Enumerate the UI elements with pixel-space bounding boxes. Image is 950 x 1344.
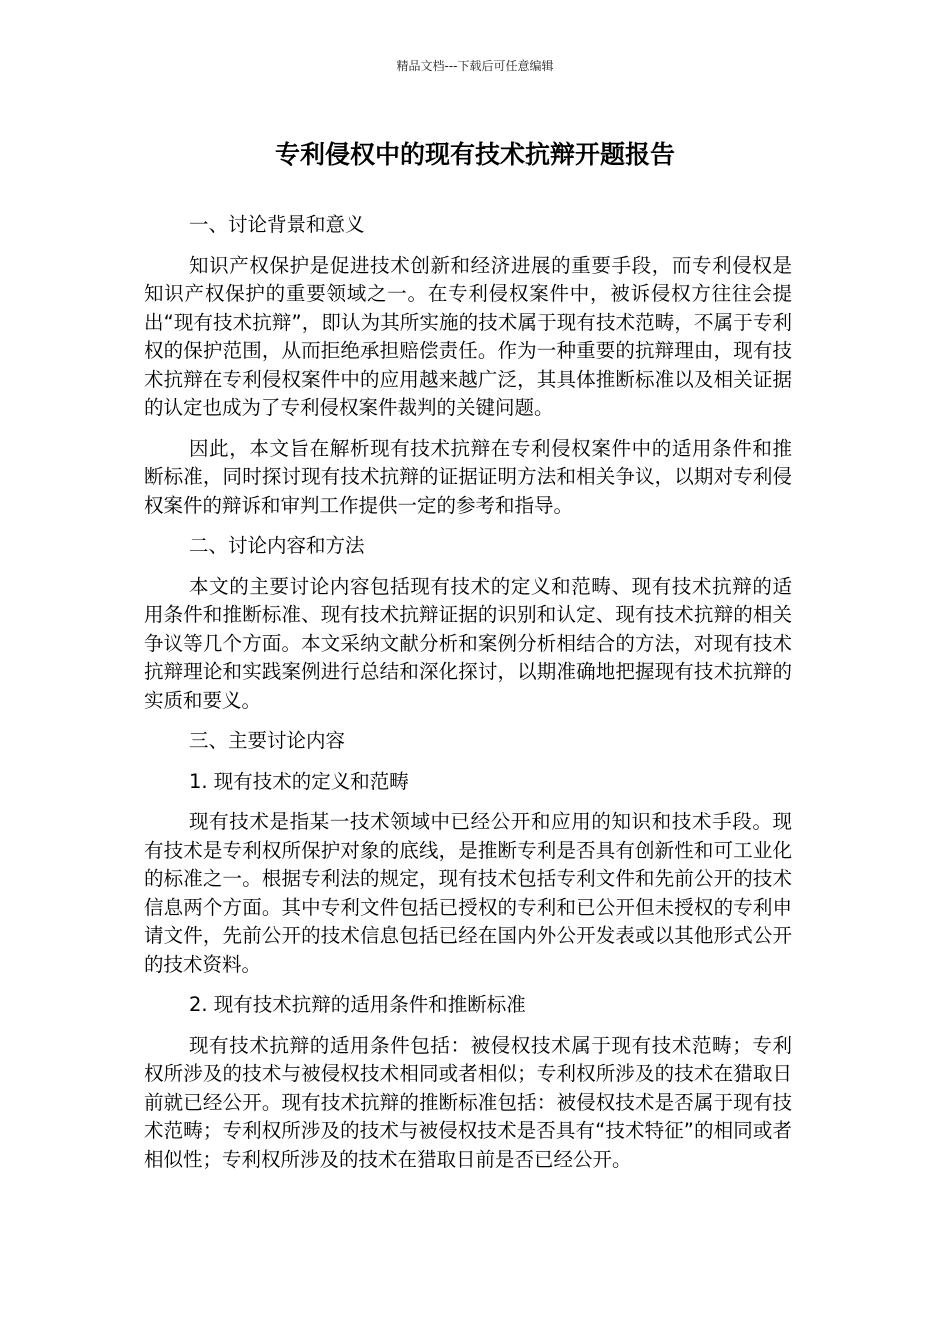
section-heading: 三、主要讨论内容 <box>189 729 346 752</box>
section-heading: 二、讨论内容和方法 <box>189 534 365 557</box>
body-paragraph: 现有技术抗辩的适用条件包括：被侵权技术属于现有技术范畴；专利权所涉及的技术与被侵权技术相同或者相似；专利权所涉及的技术在猎取日前就已经公开。现有技术抗辩的推断标准包括：被侵权技术是否属于现有技术范畴；专利权所涉及的技术与被侵权技术是否具有“技术特征”的相同或者相似性；专利权所涉及的技术在猎取日前是否已经公开。 <box>144 1033 792 1171</box>
body-paragraph: 因此，本文旨在解析现有技术抗辩在专利侵权案件中的适用条件和推断标准，同时探讨现有技术抗辩的证据证明方法和相关争议，以期对专利侵权案件的辩诉和审判工作提供一定的参考和指导。 <box>144 436 792 517</box>
body-paragraph: 本文的主要讨论内容包括现有技术的定义和范畴、现有技术抗辩的适用条件和推断标准、现有技术抗辩证据的识别和认定、现有技术抗辩的相关争议等几个方面。本文采纳文献分析和案例分析相结合的方法，对现有技术抗辩理论和实践案例进行总结和深化探讨，以期准确地把握现有技术抗辩的实质和要义。 <box>144 574 792 712</box>
document-title: 专利侵权中的现有技术抗辩开题报告 <box>274 140 675 169</box>
body-paragraph: 知识产权保护是促进技术创新和经济进展的重要手段，而专利侵权是知识产权保护的重要领域之一。在专利侵权案件中，被诉侵权方往往会提出“现有技术抗辩”，即认为其所实施的技术属于现有技术范畴，不属于专利权的保护范围，从而拒绝承担赔偿责任。作为一种重要的抗辩理由，现有技术抗辩在专利侵权案件中的应用越来越广泛，其具体推断标准以及相关证据的认定也成为了专利侵权案件裁判的关键问题。 <box>144 253 792 419</box>
section-heading: 一、讨论背景和意义 <box>189 213 365 236</box>
subsection-heading: 1. 现有技术的定义和范畴 <box>189 769 409 793</box>
header-note: 精品文档---下载后可任意编辑 <box>396 59 554 73</box>
subsection-heading: 2. 现有技术抗辩的适用条件和推断标准 <box>189 993 526 1016</box>
document-body <box>144 211 792 1174</box>
body-paragraph: 现有技术是指某一技术领域中已经公开和应用的知识和技术手段。现有技术是专利权所保护对象的底线，是推断专利是否具有创新性和可工业化的标准之一。根据专利法的规定，现有技术包括专利文件和先前公开的技术信息两个方面。其中专利文件包括已授权的专利和已公开但未授权的专利申请文件，先前公开的技术信息包括已经在国内外公开发表或以其他形式公开的技术资料。 <box>144 810 792 976</box>
